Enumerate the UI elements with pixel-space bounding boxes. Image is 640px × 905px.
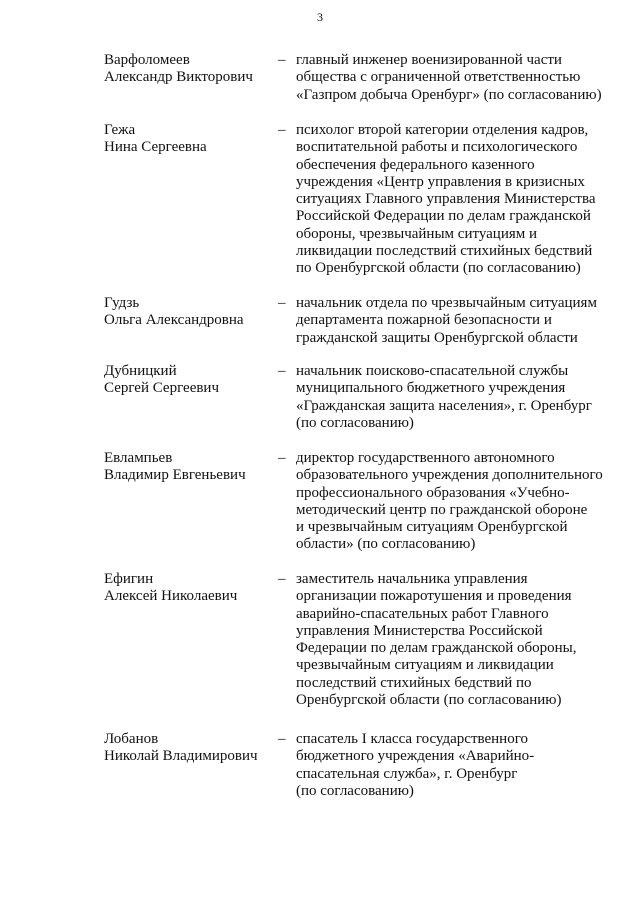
- surname: Дубницкий: [104, 363, 177, 379]
- position-line: ликвидации последствий стихийных бедствий: [296, 243, 593, 260]
- member-name: [104, 295, 274, 330]
- position-line: организации пожаротушения и проведения: [296, 588, 572, 605]
- given-names: Владимир Евгеньевич: [104, 467, 246, 484]
- member-position: [296, 571, 614, 709]
- position-line: аварийно-спасательных работ Главного: [296, 605, 549, 622]
- surname: Варфоломеев: [104, 52, 190, 68]
- position-line: обеспечения федерального казенного: [296, 156, 535, 173]
- position-line: ситуациях Главного управления Министерства: [296, 191, 596, 208]
- list-item: [0, 52, 640, 122]
- position-line: образовательного учреждения дополнительного: [296, 467, 603, 484]
- list-item: [0, 122, 640, 295]
- list-item: [0, 450, 640, 571]
- position-line: воспитательной работы и психологического: [296, 139, 578, 156]
- position-line: чрезвычайным ситуациям и ликвидации: [296, 657, 554, 674]
- position-line: общества с ограниченной ответственностью: [296, 69, 581, 86]
- given-names: Николай Владимирович: [104, 748, 258, 765]
- given-names: Сергей Сергеевич: [104, 380, 220, 397]
- position-line: области» (по согласованию): [296, 536, 476, 553]
- member-position: [296, 122, 614, 278]
- list-item: [0, 731, 640, 811]
- surname: Гежа: [104, 122, 136, 138]
- list-item: [0, 295, 640, 363]
- position-line: Оренбургской области (по согласованию): [296, 692, 562, 709]
- member-name: [104, 52, 274, 87]
- position-line: заместитель начальника управления: [296, 571, 528, 587]
- dash-separator: –: [278, 295, 286, 311]
- surname: Лобанов: [104, 731, 159, 747]
- position-line: спасатель I класса государственного: [296, 731, 528, 747]
- surname: Гудзь: [104, 295, 140, 311]
- position-line: профессионального образования «Учебно-: [296, 484, 570, 501]
- position-line: «Гражданская защита населения», г. Оренбург: [296, 397, 592, 414]
- position-line: департамента пожарной безопасности и: [296, 312, 552, 329]
- dash-separator: –: [278, 122, 286, 138]
- member-name: [104, 363, 274, 398]
- given-names: Ольга Александровна: [104, 312, 244, 329]
- position-line: начальник поисково-спасательной службы: [296, 363, 569, 379]
- page-number: 3: [317, 10, 323, 24]
- position-line: (по согласованию): [296, 782, 414, 799]
- position-line: директор государственного автономного: [296, 450, 555, 466]
- dash-separator: –: [278, 450, 286, 466]
- list-item: [0, 363, 640, 450]
- position-line: психолог второй категории отделения кадров,: [296, 122, 589, 138]
- dash-separator: –: [278, 571, 286, 587]
- member-name: [104, 571, 274, 606]
- position-line: гражданской защиты Оренбургской области: [296, 329, 578, 346]
- member-position: [296, 731, 614, 800]
- dash-separator: –: [278, 731, 286, 747]
- position-line: «Газпром добыча Оренбург» (по согласованию): [296, 86, 602, 103]
- position-line: начальник отдела по чрезвычайным ситуациям: [296, 295, 597, 311]
- position-line: муниципального бюджетного учреждения: [296, 380, 566, 397]
- members-list: [0, 52, 640, 811]
- member-position: [296, 363, 614, 432]
- position-line: (по согласованию): [296, 414, 414, 431]
- position-line: главный инженер военизированной части: [296, 52, 562, 68]
- position-line: учреждения «Центр управления в кризисных: [296, 173, 585, 190]
- given-names: Алексей Николаевич: [104, 588, 238, 605]
- member-position: [296, 52, 614, 104]
- position-line: Федерации по делам гражданской обороны,: [296, 640, 577, 657]
- surname: Ефигин: [104, 571, 154, 587]
- position-line: по Оренбургской области (по согласованию): [296, 260, 581, 277]
- dash-separator: –: [278, 363, 286, 379]
- position-line: методический центр по гражданской обороне: [296, 501, 588, 518]
- position-line: последствий стихийных бедствий по: [296, 674, 532, 691]
- member-name: [104, 122, 274, 157]
- position-line: Российской Федерации по делам гражданской: [296, 208, 591, 225]
- position-line: управления Министерства Российской: [296, 622, 543, 639]
- member-name: [104, 450, 274, 485]
- member-name: [104, 731, 274, 766]
- position-line: спасательная служба», г. Оренбург: [296, 765, 518, 782]
- given-names: Нина Сергеевна: [104, 139, 207, 156]
- list-item: [0, 571, 640, 731]
- position-line: обороны, чрезвычайным ситуациям и: [296, 225, 538, 242]
- member-position: [296, 450, 614, 554]
- member-position: [296, 295, 614, 347]
- surname: Евлампьев: [104, 450, 173, 466]
- position-line: и чрезвычайным ситуациям Оренбургской: [296, 519, 568, 536]
- given-names: Александр Викторович: [104, 69, 253, 86]
- dash-separator: –: [278, 52, 286, 68]
- position-line: бюджетного учреждения «Аварийно-: [296, 748, 535, 765]
